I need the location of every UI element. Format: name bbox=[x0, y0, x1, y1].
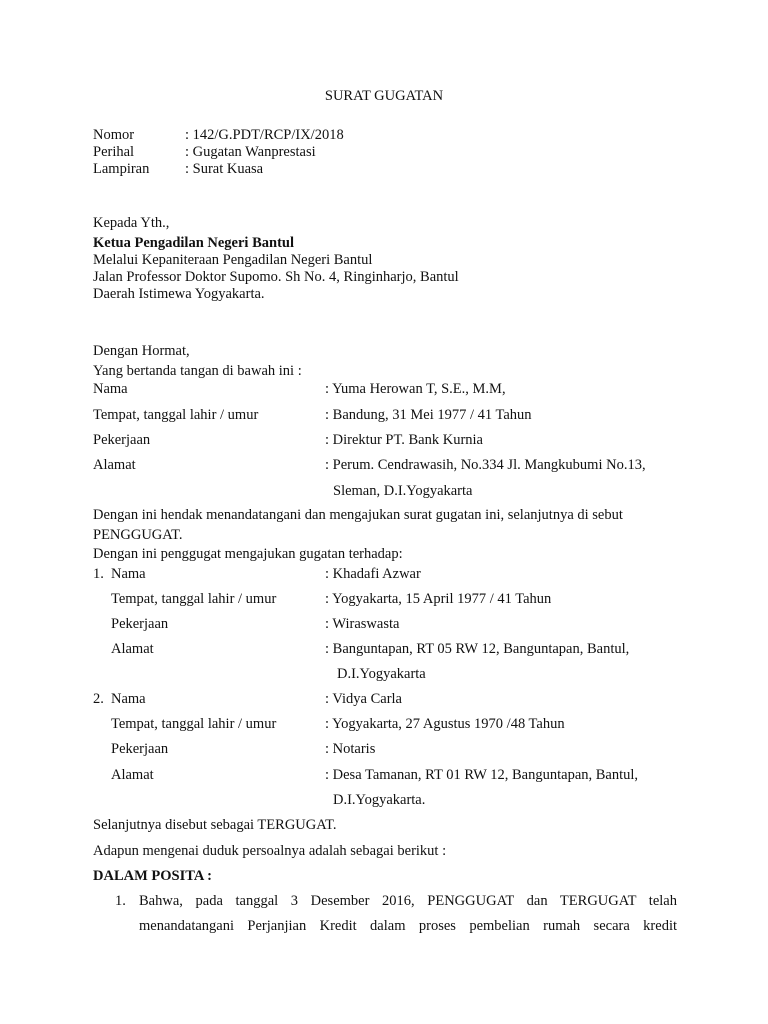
defendant-2-job-value: : Notaris bbox=[325, 741, 376, 757]
recipient-line-1: Melalui Kepaniteraan Pengadilan Negeri Bantul bbox=[93, 252, 373, 268]
closing-line-1: Selanjutnya disebut sebagai TERGUGAT. bbox=[93, 817, 337, 833]
recipient-name: Ketua Pengadilan Negeri Bantul bbox=[93, 235, 294, 251]
posita-heading: DALAM POSITA : bbox=[93, 868, 212, 884]
document-title: SURAT GUGATAN bbox=[324, 88, 444, 104]
defendant-1-address-value: : Banguntapan, RT 05 RW 12, Banguntapan, Bantul, bbox=[325, 641, 630, 657]
recipient-line-3: Daerah Istimewa Yogyakarta. bbox=[93, 286, 265, 302]
closing-line-2: Adapun mengenai duduk persoalnya adalah sebagai berikut : bbox=[93, 843, 447, 859]
nomor-value: : 142/G.PDT/RCP/IX/2018 bbox=[185, 127, 344, 143]
defendant-1-address-label: Alamat bbox=[111, 641, 154, 657]
defendant-1-birth-label: Tempat, tanggal lahir / umur bbox=[111, 591, 277, 607]
statement-line-2: PENGGUGAT. bbox=[93, 527, 183, 543]
plaintiff-name-label: Nama bbox=[93, 381, 128, 397]
plaintiff-address-value: : Perum. Cendrawasih, No.334 Jl. Mangkubumi No.13, bbox=[325, 457, 646, 473]
lampiran-value: : Surat Kuasa bbox=[185, 161, 264, 177]
defendant-2-name-label: Nama bbox=[111, 691, 146, 707]
plaintiff-address-label: Alamat bbox=[93, 457, 136, 473]
defendant-2-birth-value: : Yogyakarta, 27 Agustus 1970 /48 Tahun bbox=[325, 716, 565, 732]
defendant-2-birth-label: Tempat, tanggal lahir / umur bbox=[111, 716, 277, 732]
defendant-2-name-value: : Vidya Carla bbox=[325, 691, 402, 707]
perihal-value: : Gugatan Wanprestasi bbox=[185, 144, 316, 160]
posita-item-1-line-2: menandatangani Perjanjian Kredit dalam proses pembelian rumah secara kredit bbox=[139, 918, 677, 934]
plaintiff-job-value: : Direktur PT. Bank Kurnia bbox=[325, 432, 483, 448]
defendant-2-address-continued: D.I.Yogyakarta. bbox=[333, 792, 426, 808]
defendant-2-address-label: Alamat bbox=[111, 767, 154, 783]
defendant-2-number: 2. bbox=[93, 691, 104, 707]
defendant-1-name-value: : Khadafi Azwar bbox=[325, 566, 421, 582]
perihal-label: Perihal bbox=[93, 144, 135, 160]
plaintiff-name-value: : Yuma Herowan T, S.E., M.M, bbox=[325, 381, 506, 397]
recipient-greeting: Kepada Yth., bbox=[93, 215, 170, 231]
plaintiff-birth-label: Tempat, tanggal lahir / umur bbox=[93, 407, 259, 423]
nomor-label: Nomor bbox=[93, 127, 135, 143]
posita-item-1-line-1: Bahwa, pada tanggal 3 Desember 2016, PENGGUGAT dan TERGUGAT telah bbox=[139, 893, 677, 909]
salutation: Dengan Hormat, bbox=[93, 343, 190, 359]
statement-line-3: Dengan ini penggugat mengajukan gugatan terhadap: bbox=[93, 546, 403, 562]
defendant-1-birth-value: : Yogyakarta, 15 April 1977 / 41 Tahun bbox=[325, 591, 552, 607]
defendant-1-address-continued: D.I.Yogyakarta bbox=[337, 666, 426, 682]
plaintiff-address-continued: Sleman, D.I.Yogyakarta bbox=[333, 483, 473, 499]
defendant-1-number: 1. bbox=[93, 566, 104, 582]
defendant-2-address-value: : Desa Tamanan, RT 01 RW 12, Banguntapan, Bantul, bbox=[325, 767, 639, 783]
posita-item-1-number: 1. bbox=[115, 893, 126, 909]
recipient-line-2: Jalan Professor Doktor Supomo. Sh No. 4, Ringinharjo, Bantul bbox=[93, 269, 459, 285]
defendant-1-name-label: Nama bbox=[111, 566, 146, 582]
defendant-1-job-value: : Wiraswasta bbox=[325, 616, 400, 632]
lampiran-label: Lampiran bbox=[93, 161, 150, 177]
defendant-2-job-label: Pekerjaan bbox=[111, 741, 169, 757]
statement-line-1: Dengan ini hendak menandatangani dan mengajukan surat gugatan ini, selanjutnya di sebut bbox=[93, 507, 623, 523]
plaintiff-birth-value: : Bandung, 31 Mei 1977 / 41 Tahun bbox=[325, 407, 532, 423]
intro-text: Yang bertanda tangan di bawah ini : bbox=[93, 363, 302, 379]
defendant-1-job-label: Pekerjaan bbox=[111, 616, 169, 632]
plaintiff-job-label: Pekerjaan bbox=[93, 432, 151, 448]
